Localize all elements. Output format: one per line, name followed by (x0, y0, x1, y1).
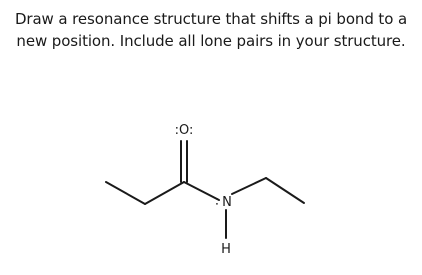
nitrogen-atom-label: N (222, 195, 232, 210)
bond-nitrogen-ch2-right (232, 178, 266, 194)
hydrogen-atom-label: H (221, 242, 231, 257)
question-line-2: new position. Include all lone pairs in your structure. (16, 32, 406, 50)
bond-carbonyl-carbon-nitrogen (184, 182, 219, 200)
oxygen-atom-label: :O: (174, 123, 194, 138)
bond-ch2-carbonyl-carbon (145, 182, 184, 204)
question-line-1: Draw a resonance structure that shifts a pi bond to a (14, 10, 408, 28)
nitrogen-lone-pair: ∶ (215, 195, 219, 210)
bond-ch2-ch3-right (266, 178, 304, 203)
bond-ch3-ch2-left (106, 182, 145, 204)
